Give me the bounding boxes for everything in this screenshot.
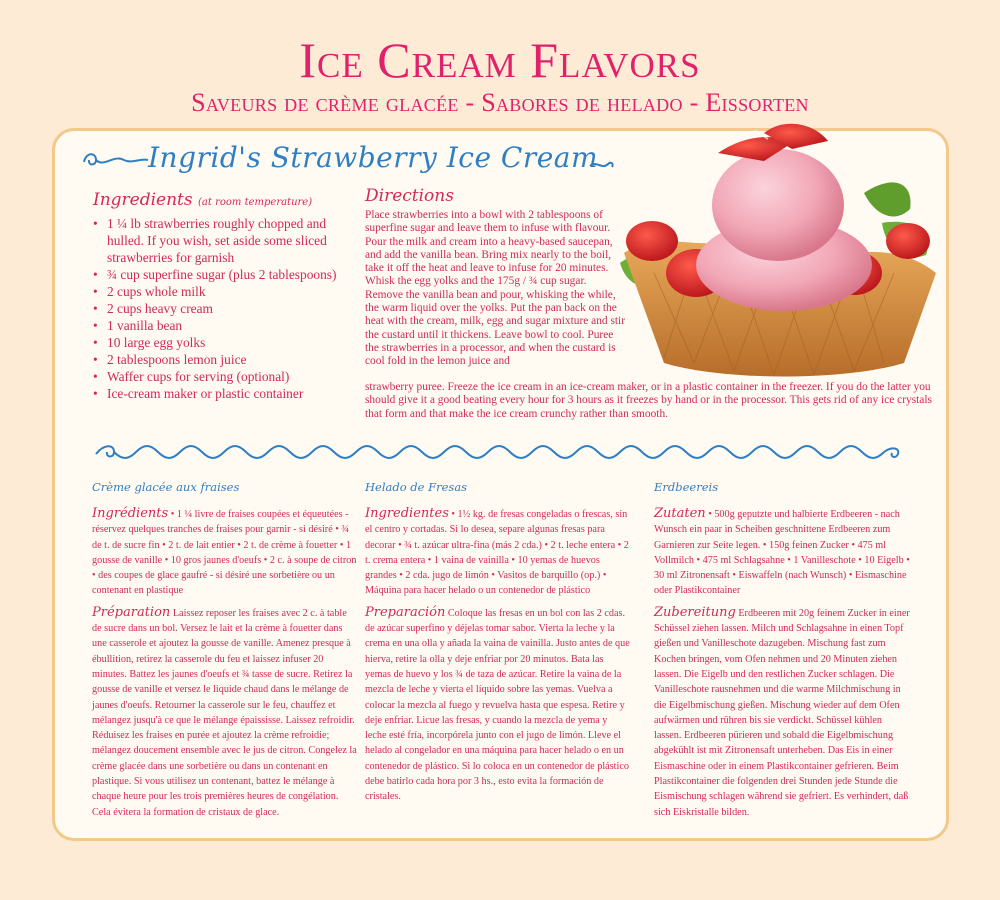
list-item: • 2 cups whole milk	[93, 283, 365, 300]
list-item: • Waffer cups for serving (optional)	[93, 368, 365, 385]
title-swirl-ornament	[80, 146, 150, 172]
ingredients-list	[93, 215, 365, 402]
spanish-preparation-text: Coloque las fresas en un bol con las 2 cdas. de azúcar superfino y déjelas tomar sabor. Vierta la leche y la crema en una olla y añada la vaina de vainilla. Justo antes de que hierva, retire la olla y deje enfriar por 20 minutos. Bata las yemas de huevo y los ¾ de taza de azúcar. Retire la vaina de la mezcla de leche y vierta el líquido sobre las yemas. Vuelva a colocar la mezcla al fuego y revuelva hasta que espesa. Retire y deje enfriar. Licue las fresas, y cuando la mezcla de yema y leche esté fría, incorpórela junto con el jugo de limón. Lleve el helado al congelador en una máquina para hacer helado o en un contenedor de plástico. Si lo coloca en un contenedor de plástico debe batirlo cada hora por 3 hs., esto evita la formación de cristales.	[365, 607, 630, 803]
ingredients-heading: Ingredients (at room temperature)	[93, 190, 313, 210]
ice-cream-photo	[614, 113, 950, 383]
german-ingredients-label: Zutaten	[654, 506, 706, 521]
german-recipe-title: Erdbeereis	[654, 480, 719, 494]
spanish-ingredients-label: Ingredientes	[365, 506, 449, 521]
page-title: Ice Cream Flavors	[299, 32, 701, 88]
list-item: • Ice-cream maker or plastic container	[93, 385, 365, 402]
directions-heading: Directions	[365, 186, 454, 206]
divider-ornament	[92, 438, 908, 468]
ingredients-section	[93, 190, 365, 402]
german-recipe-column	[654, 480, 912, 826]
french-recipe-column	[92, 480, 357, 826]
ingredients-note: (at room temperature)	[198, 197, 313, 208]
french-ingredients-label: Ingrédients	[92, 506, 169, 521]
directions-text-continued: strawberry puree. Freeze the ice cream in an ice-cream maker, or in a plastic container in the freezer. If you do the latter you should give it a good beating every hour for 3 hours as it freezes by hand or in the processor. This gets rid of any ice crystals that form and that make the ice cream crunchy rather than smooth.	[365, 381, 932, 420]
french-preparation-label: Préparation	[92, 604, 171, 620]
german-preparation-label: Zubereitung	[654, 604, 736, 620]
recipe-title: Ingrid's Strawberry Ice Cream	[148, 141, 599, 174]
german-ingredients-text: • 500g geputzte und halbierte Erdbeeren - nach Wunsch ein paar in Scheiben geschnittene Erdbeeren zum Garnieren zur Seite legen. • 150g feinen Zucker • 475 ml Vollmilch • 475 ml Schlagsahne • 1 Vanilleschote • 10 Eigelb • 30 ml Zitronensaft • Eiswaffeln (nach Wunsch) • Eismaschine oder Plastikcontainer	[654, 509, 910, 597]
list-item: • 1 vanilla bean	[93, 317, 365, 334]
spanish-recipe-column	[365, 480, 630, 811]
page-subtitle: Saveurs de crème glacée - Sabores de helado - Eissorten	[191, 88, 809, 117]
list-item: • 10 large egg yolks	[93, 334, 365, 351]
spanish-ingredients-text: • 1½ kg. de fresas congeladas o frescas, sin el centro y cortadas. Si lo desea, separe algunas fresas para decorar • ¾ t. azúcar ultra-fina (más 2 cda.) • 2 t. leche entera • 2 t. crema entera • 1 vaina de vainilla • 10 yemas de huevos grandes • 2 cda. jugo de limón • Vasitos de barquillo (op.) • Máquina para hacer helado o un contenedor de plástico	[365, 509, 629, 597]
list-item: • ¾ cup superfine sugar (plus 2 tablespoons)	[93, 266, 365, 283]
list-item: • 2 tablespoons lemon juice	[93, 351, 365, 368]
list-item: • 2 cups heavy cream	[93, 300, 365, 317]
french-ingredients-text: • 1 ¼ livre de fraises coupées et équeutées - réservez quelques tranches de fraises pour garnir - si désiré • ¾ de t. de sucre fin • 2 t. de lait entier • 2 t. de crème à fouetter • 1 gousse de vanille • 10 gros jaunes d'oeufs • 2 c. à soupe de citron • des coupes de glace gaufré - si désiré une sorbetière ou un contenant en plastique	[92, 509, 357, 597]
list-item: • 1 ¼ lb strawberries roughly chopped and hulled. If you wish, set aside some sliced strawberries for garnish	[93, 215, 365, 266]
directions-text: Place strawberries into a bowl with 2 tablespoons of superfine sugar and leave them to infuse with flavour. Pour the milk and cream into a heavy-based saucepan, and add the vanilla bean. Bring mix nearly to the boil, take it off the heat and leave to infuse for 20 minutes. Whisk the egg yolks and the 175g / ¾ cup sugar. Remove the vanilla bean and pour, whisking the while, the warm liquid over the yolks. Put the pan back on the heat with the cream, milk, egg and sugar mixture and stir the custard until it thickens. Leave bowl to cool. Puree the strawberries in a processor, and when the custard is cool fold in the lemon juice and	[365, 209, 626, 368]
german-preparation-text: Erdbeeren mit 20g feinem Zucker in einer Schüssel ziehen lassen. Milch und Schlagsahne in einen Topf gießen und Vanilleschote dazugeben. Mischung fast zum Kochen bringen, vom Ofen nehmen und 20 Minuten ziehen lassen. Die Eigelb und den restlichen Zucker schlagen. Die Vanilleschote rausnehmen und die warme Milchmischung in die Eigelbmischung gießen. Mischung wieder auf dem Ofen aufwärmen und rühren bis sie verdickt. Schüssel kühlen lassen. Erdbeeren pürieren und sobald die Eigelbmischung abgekühlt ist mit Zitronensaft unterheben. Das Eis in einer Eismaschine oder in einem Plastikcontainer gefrieren. Beim Plastikcontainer die folgenden drei Stunden jede Stunde die Eismischung schlagen während sie gefriert. Es verhindert, daß sich Eiskristalle bilden.	[654, 607, 910, 818]
spanish-recipe-title: Helado de Fresas	[365, 480, 468, 494]
spanish-preparation-label: Preparación	[365, 604, 446, 620]
french-recipe-title: Crème glacée aux fraises	[92, 480, 240, 494]
french-preparation-text: Laissez reposer les fraises avec 2 c. à table de sucre dans un bol. Versez le lait et la crème à fouetter dans une casserole et ajoutez la gousse de vanille. Amenez presque à ébullition, retirez la casserole du feu et laissez infuser 20 minutes. Battez les jaunes d'oeufs et ¾ tasse de sucre. Retirez la gousse de vanille et versez le liquide chaud dans le mélange de jaunes d'oeufs. Retourner la casserole sur le feu, chauffez et mélangez jusqu'à ce que le mélange épaississe. Laissez refroidir. Réduisez les fraises en purée et ajoutez la crème refroidie; mélangez doucement ensemble avec le jus de citron. Congelez la crème glacée dans une sorbetière ou dans un contenant en plastique. Si vous utilisez un contenant, battez le mélange à chaque heure pour les trois premières heures de congélation. Cela évitera la formation de cristaux de glace.	[92, 607, 357, 818]
